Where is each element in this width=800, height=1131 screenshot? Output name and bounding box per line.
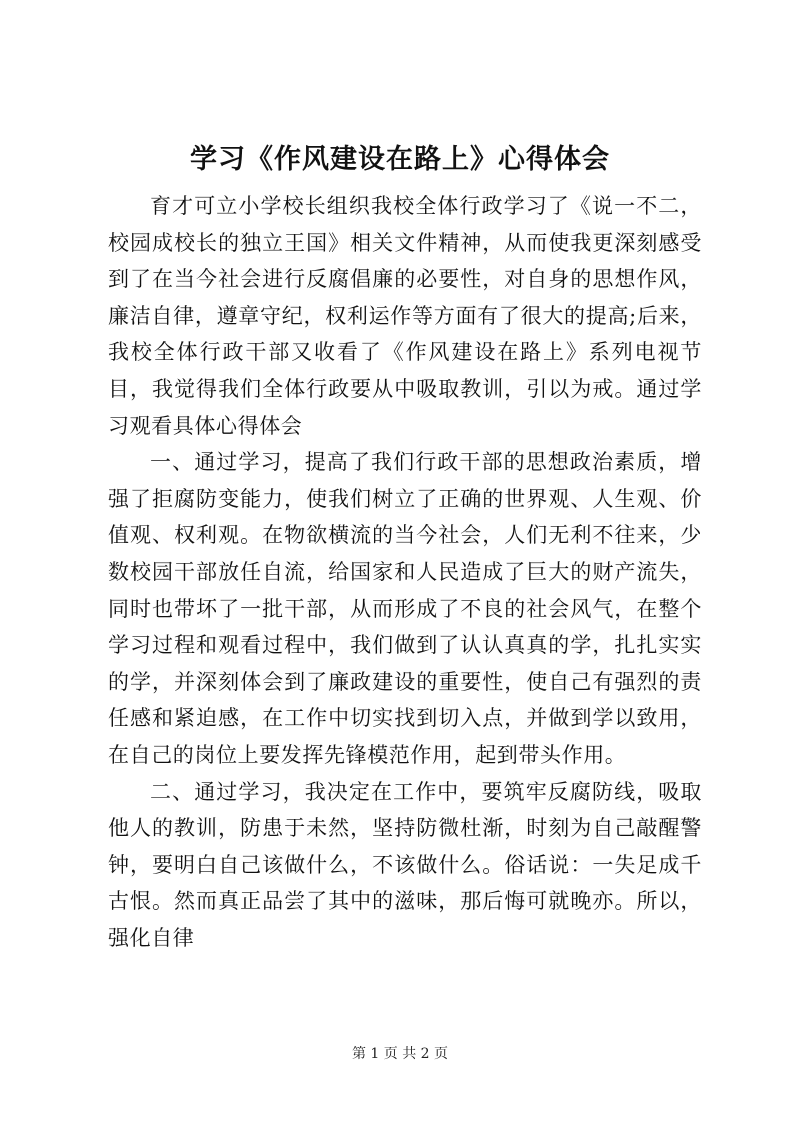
page-footer (0, 1044, 800, 1064)
paragraph-point-two: 二、通过学习，我决定在工作中，要筑牢反腐防线，吸取他人的教训，防患于未然，坚持防微杜渐，时刻为自己敲醒警钟，要明白自己该做什么，不该做什么。俗话说：一失足成千古恨。然而真正品尝了其中的滋味，那后悔可就晚亦。所以，强化自律 (108, 779, 702, 950)
document-title: 学习《作风建设在路上》心得体会 (190, 144, 610, 175)
paragraph-point-one: 一、通过学习，提高了我们行政干部的思想政治素质，增强了拒腐防变能力，使我们树立了正确的世界观、人生观、价值观、权利观。在物欲横流的当今社会，人们无利不往来，少数校园干部放任自流，给国家和人民造成了巨大的财产流失，同时也带坏了一批干部，从而形成了不良的社会风气，在整个学习过程和观看过程中，我们做到了认认真真的学，扎扎实实的学，并深刻体会到了廉政建设的重要性，使自己有强烈的责任感和紧迫感，在工作中切实找到切入点，并做到学以致用，在自己的岗位上要发挥先锋模范作用，起到带头作用。 (108, 450, 702, 767)
page-number-label: 第 1 页 共 2 页 (351, 1046, 449, 1062)
paragraph-intro: 育才可立小学校长组织我校全体行政学习了《说一不二，校园成校长的独立王国》相关文件精神，从而使我更深刻感受到了在当今社会进行反腐倡廉的必要性，对自身的思想作风，廉洁自律，遵章守纪，权利运作等方面有了很大的提高;后来，我校全体行政干部又收看了《作风建设在路上》系列电视节目，我觉得我们全体行政要从中吸取教训，引以为戒。通过学习观看具体心得体会 (108, 194, 702, 438)
document-body (108, 188, 702, 956)
